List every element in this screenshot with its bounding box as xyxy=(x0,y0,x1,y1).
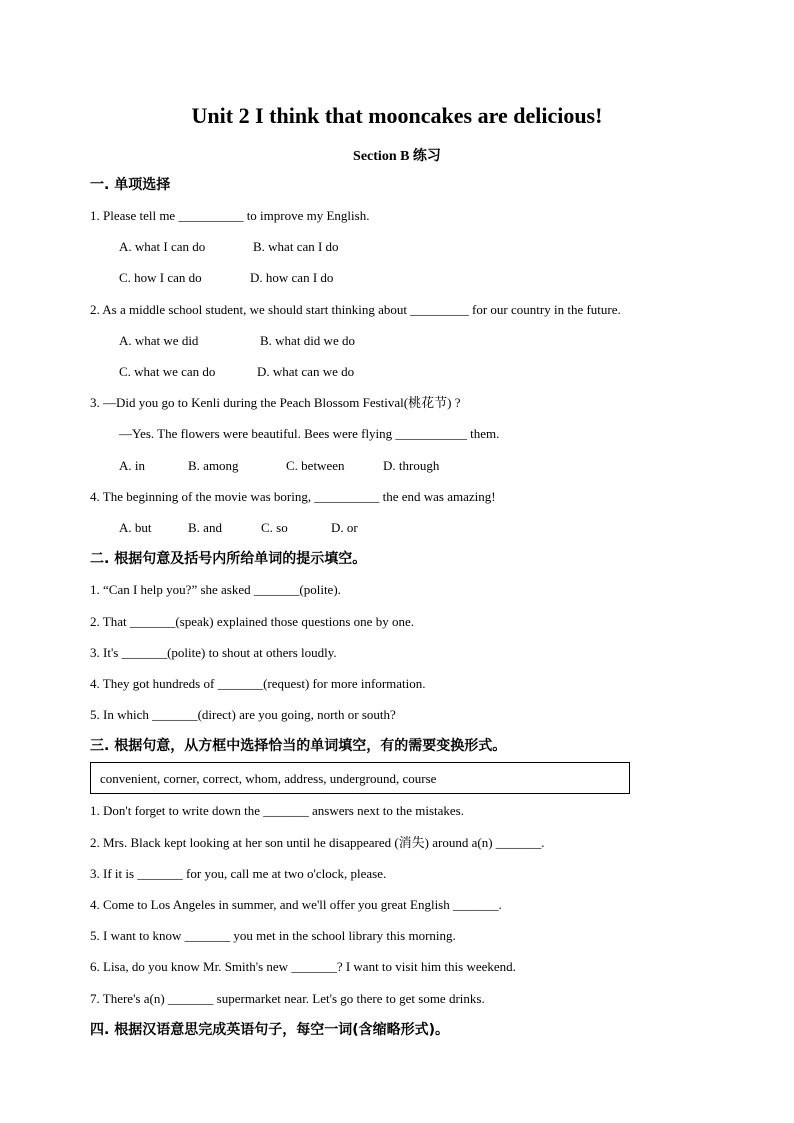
s1-q4-option-b: B. and xyxy=(188,520,222,535)
s1-q4-option-d: D. or xyxy=(331,520,358,535)
s1-q3-option-a: A. in xyxy=(119,458,145,473)
s2-question-5: 5. In which _______(direct) are you going, north or south? xyxy=(90,707,396,722)
s1-q3-option-d: D. through xyxy=(383,458,440,473)
page-title: Unit 2 I think that mooncakes are delicious! xyxy=(191,103,603,128)
s1-q3-option-c: C. between xyxy=(286,458,345,473)
s1-question-3: 3. —Did you go to Kenli during the Peach Blossom Festival(桃花节) ? xyxy=(90,395,461,410)
section-1-heading: 一. 单项选择 xyxy=(90,177,171,193)
s1-q4-option-a: A. but xyxy=(119,520,152,535)
s2-question-2: 2. That _______(speak) explained those questions one by one. xyxy=(90,614,414,629)
s1-question-2: 2. As a middle school student, we should start thinking about _________ for our country in the future. xyxy=(90,302,621,317)
s1-q2-option-c: C. what we can do xyxy=(119,364,216,379)
s1-q1-option-c: C. how I can do xyxy=(119,270,202,285)
s2-question-1: 1. “Can I help you?” she asked _______(polite). xyxy=(90,582,341,597)
section-2-heading: 二. 根据句意及括号内所给单词的提示填空。 xyxy=(90,551,367,567)
s1-question-3-reply: —Yes. The flowers were beautiful. Bees were flying ___________ them. xyxy=(119,426,500,441)
s3-question-7: 7. There's a(n) _______ supermarket near. Let's go there to get some drinks. xyxy=(90,991,485,1006)
s1-q1-option-b: B. what can I do xyxy=(253,239,339,254)
s2-question-4: 4. They got hundreds of _______(request) for more information. xyxy=(90,676,426,691)
section-4-heading: 四. 根据汉语意思完成英语句子，每空一词(含缩略形式)。 xyxy=(90,1022,449,1038)
s3-question-6: 6. Lisa, do you know Mr. Smith's new _______? I want to visit him this weekend. xyxy=(90,959,516,974)
word-box xyxy=(90,762,630,794)
s1-q4-option-c: C. so xyxy=(261,520,288,535)
s1-q3-option-b: B. among xyxy=(188,458,239,473)
s1-question-1: 1. Please tell me __________ to improve my English. xyxy=(90,208,370,223)
s3-question-5: 5. I want to know _______ you met in the school library this morning. xyxy=(90,928,456,943)
s3-question-3: 3. If it is _______ for you, call me at two o'clock, please. xyxy=(90,866,387,881)
s3-question-4: 4. Come to Los Angeles in summer, and we'll offer you great English _______. xyxy=(90,897,502,912)
s1-question-4: 4. The beginning of the movie was boring, __________ the end was amazing! xyxy=(90,489,496,504)
s1-q2-option-b: B. what did we do xyxy=(260,333,355,348)
s1-q1-option-a: A. what I can do xyxy=(119,239,206,254)
s1-q1-option-d: D. how can I do xyxy=(250,270,334,285)
s1-q2-option-d: D. what can we do xyxy=(257,364,355,379)
s1-q2-option-a: A. what we did xyxy=(119,333,199,348)
page-subtitle: Section B 练习 xyxy=(353,149,441,164)
s3-question-1: 1. Don't forget to write down the _______ answers next to the mistakes. xyxy=(90,803,464,818)
s2-question-3: 3. It's _______(polite) to shout at others loudly. xyxy=(90,645,337,660)
word-box-text: convenient, corner, correct, whom, address, underground, course xyxy=(100,771,437,786)
s3-question-2: 2. Mrs. Black kept looking at her son until he disappeared (消失) around a(n) _______. xyxy=(90,835,545,850)
section-3-heading: 三. 根据句意，从方框中选择恰当的单词填空，有的需要变换形式。 xyxy=(90,738,507,754)
